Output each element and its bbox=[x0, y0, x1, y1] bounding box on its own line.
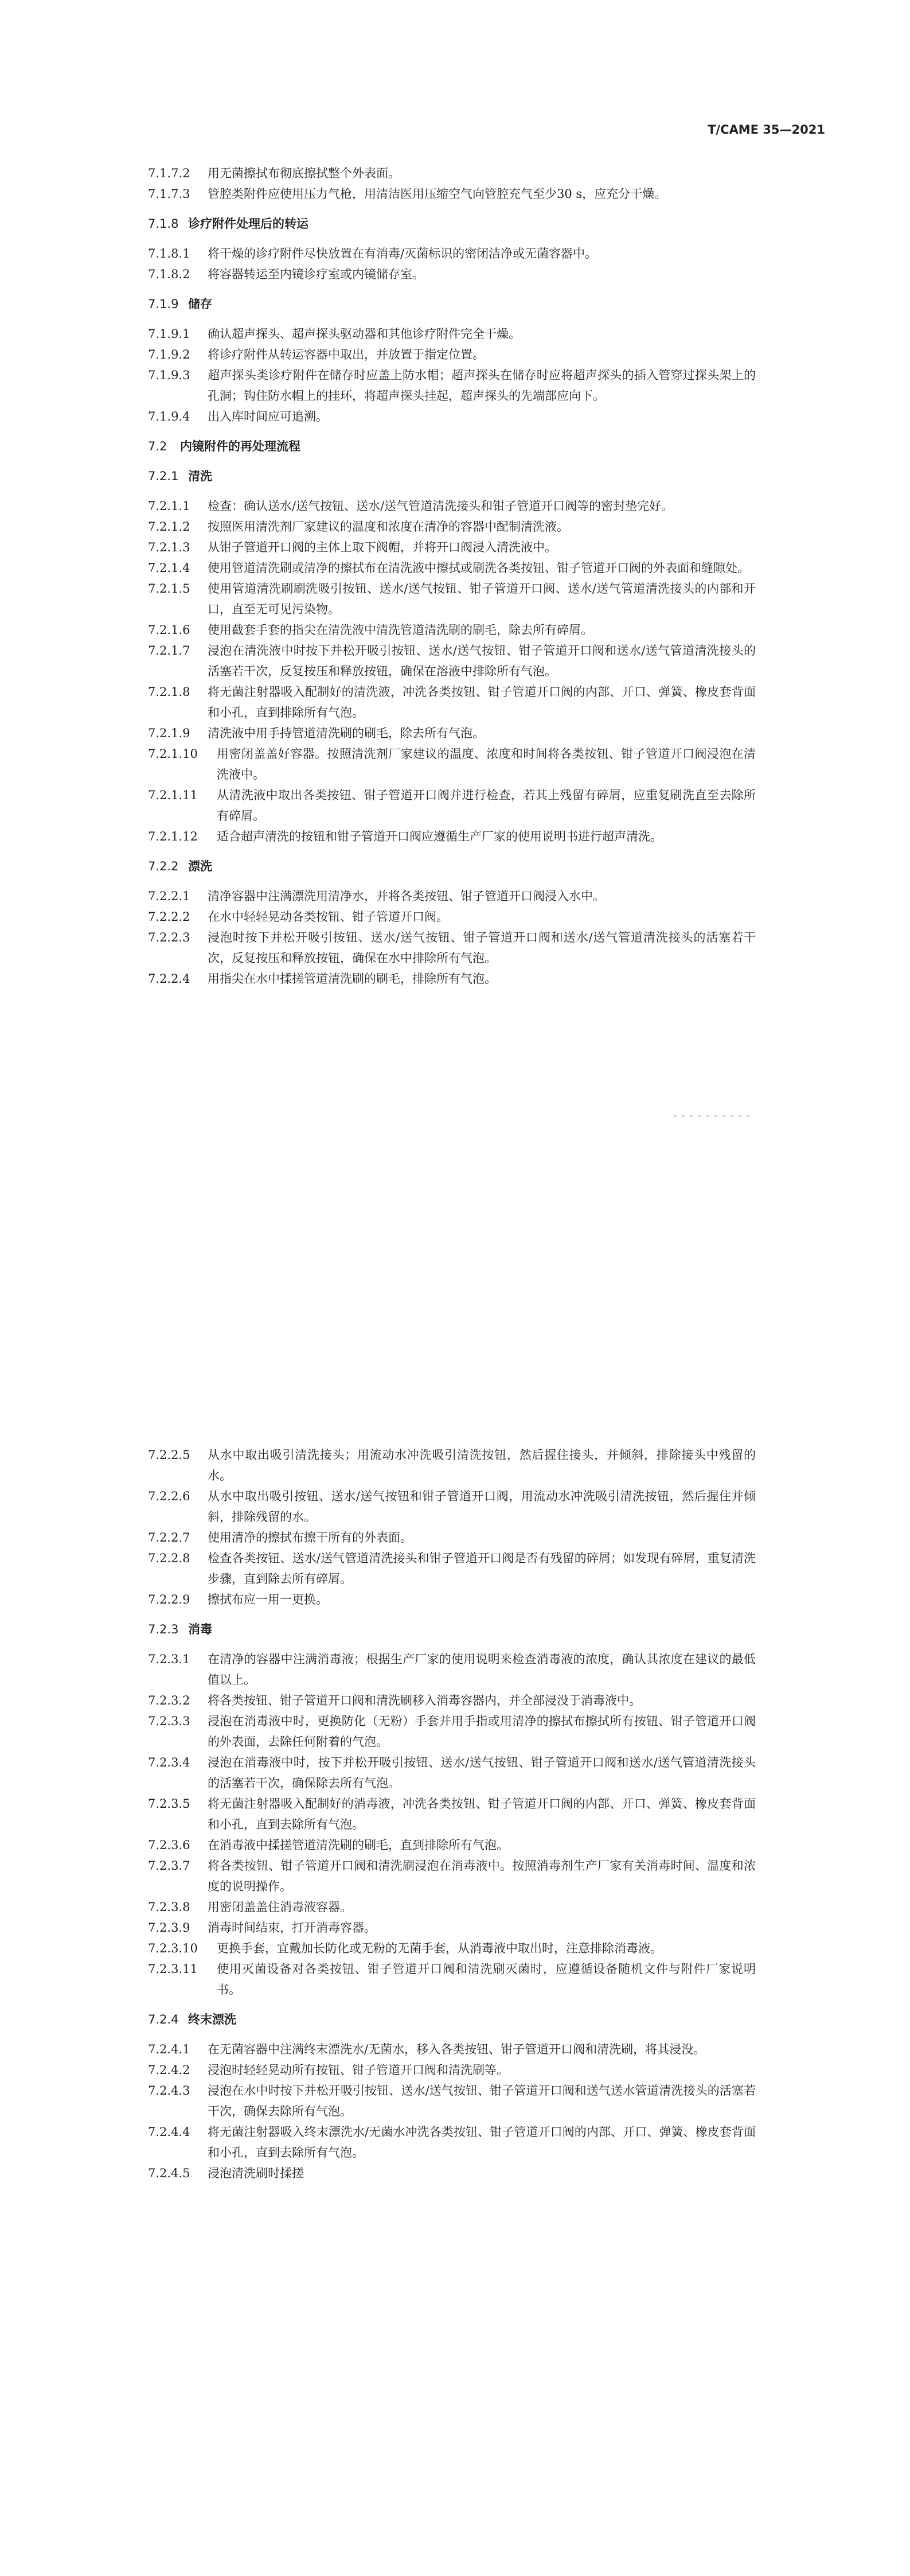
clause bbox=[148, 2039, 756, 2060]
clause-text: 将无菌注射器吸入配制好的清洗液，冲洗各类按钮、钳子管道开口阀的内部、开口、弹簧、橡皮套背面和小孔，直到排除所有气泡。 bbox=[208, 685, 756, 719]
clause-number: 7.2.1.7 bbox=[148, 644, 190, 657]
clause-text: 浸泡清洗刷时揉搓 bbox=[208, 2166, 304, 2180]
clause-text: 更换手套，宜戴加长防化或无粉的无菌手套，从消毒液中取出时，注意排除消毒液。 bbox=[217, 1941, 662, 1955]
clause bbox=[148, 927, 756, 968]
clause-text: 消毒时间结束，打开消毒容器。 bbox=[208, 1921, 376, 1935]
clause-number: 7.2.2.1 bbox=[148, 889, 190, 903]
clause bbox=[148, 324, 756, 344]
clause-text: 清洗液中用手持管道清洗刷的刷毛，除去所有气泡。 bbox=[208, 726, 485, 740]
clause bbox=[148, 1793, 756, 1835]
clause bbox=[148, 620, 756, 640]
clause bbox=[148, 968, 756, 989]
clause-number: 7.2.3.8 bbox=[148, 1900, 190, 1914]
heading-title: 终末漂洗 bbox=[188, 2013, 236, 2026]
clause-text: 使用管道清洗刷刷洗吸引按钮、送水/送气按钮、钳子管道开口阀、送水/送气管道清洗接头的内部和开口，直至无可见污染物。 bbox=[208, 582, 756, 616]
clause bbox=[148, 1548, 756, 1589]
clause-number: 7.1.9.2 bbox=[148, 348, 190, 361]
clause bbox=[148, 1938, 756, 1959]
clause bbox=[148, 1589, 756, 1610]
clause-number: 7.2.2.7 bbox=[148, 1531, 190, 1544]
clause bbox=[148, 578, 756, 620]
section-heading bbox=[148, 213, 756, 234]
clause-text: 超声探头类诊疗附件在储存时应盖上防水帽；超声探头在储存时应将超声探头的插入管穿过探头架上的孔洞；钩住防水帽上的挂环，将超声探头挂起，超声探头的先端部应向下。 bbox=[208, 368, 756, 403]
clause-text: 从水中取出吸引清洗接头；用流动水冲洗吸引清洗按钮，然后握住接头，并倾斜，排除接头中残留的水。 bbox=[208, 1448, 756, 1482]
clause-number: 7.2.3.11 bbox=[148, 1962, 198, 1976]
clause-number: 7.2.2.3 bbox=[148, 931, 190, 944]
clause bbox=[148, 243, 756, 264]
clause bbox=[148, 1649, 756, 1690]
heading-title: 内镜附件的再处理流程 bbox=[180, 439, 300, 453]
clause-text: 将无菌注射器吸入终末漂洗水/无菌水冲洗各类按钮、钳子管道开口阀的内部、开口、弹簧、橡皮套背面和小孔，直到去除所有气泡。 bbox=[208, 2125, 756, 2159]
clause-text: 在水中轻轻晃动各类按钮、钳子管道开口阀。 bbox=[208, 910, 448, 924]
clause-number: 7.2.3.1 bbox=[148, 1652, 190, 1666]
clause-number: 7.1.9.1 bbox=[148, 327, 190, 341]
heading-number: 7.2 bbox=[148, 439, 167, 453]
section-heading bbox=[148, 2009, 756, 2030]
clause-text: 从水中取出吸引按钮、送水/送气按钮和钳子管道开口阀，用流动水冲洗吸引清洗按钮，然后握住并倾斜，排除残留的水。 bbox=[208, 1489, 756, 1524]
clause-number: 7.2.1.8 bbox=[148, 685, 190, 699]
clause bbox=[148, 1445, 756, 1486]
clause-text: 在消毒液中揉搓管道清洗刷的刷毛，直到排除所有气泡。 bbox=[208, 1838, 509, 1852]
clause-text: 检查：确认送水/送气按钮、送水/送气管道清洗接头和钳子管道开口阀等的密封垫完好。 bbox=[208, 499, 674, 513]
clause-number: 7.2.3.6 bbox=[148, 1838, 190, 1852]
clause bbox=[148, 1486, 756, 1527]
clause-number: 7.2.1.10 bbox=[148, 747, 198, 761]
clause-text: 从钳子管道开口阀的主体上取下阀帽，并将开口阀浸入清洗液中。 bbox=[208, 540, 557, 554]
clause bbox=[148, 640, 756, 682]
clause-text: 使用管道清洗刷或清净的擦拭布在清洗液中擦拭或刷洗各类按钮、钳子管道开口阀的外表面和缝隙处。 bbox=[208, 561, 749, 575]
clause-number: 7.2.3.9 bbox=[148, 1921, 190, 1935]
clause bbox=[148, 886, 756, 906]
clause-number: 7.2.4.1 bbox=[148, 2042, 190, 2056]
clause-number: 7.2.1.9 bbox=[148, 726, 190, 740]
clause bbox=[148, 365, 756, 406]
clause-number: 7.2.4.2 bbox=[148, 2063, 190, 2077]
clause-number: 7.2.1.11 bbox=[148, 788, 198, 802]
clause-text: 适合超声清洗的按钮和钳子管道开口阀应遵循生产厂家的使用说明书进行超声清洗。 bbox=[217, 830, 662, 843]
clause-text: 将无菌注射器吸入配制好的消毒液，冲洗各类按钮、钳子管道开口阀的内部、开口、弹簧、橡皮套背面和小孔，直到去除所有气泡。 bbox=[208, 1797, 756, 1831]
clause-number: 7.2.1.12 bbox=[148, 830, 198, 843]
clause-number: 7.2.3.5 bbox=[148, 1797, 190, 1811]
clause-text: 按照医用清洗剂厂家建议的温度和浓度在清净的容器中配制清洗液。 bbox=[208, 520, 569, 534]
scan-mark bbox=[674, 1115, 754, 1117]
clause bbox=[148, 1527, 756, 1548]
clause bbox=[148, 264, 756, 285]
heading-number: 7.1.8 bbox=[148, 217, 179, 231]
lower-section bbox=[148, 1445, 756, 2184]
clause bbox=[148, 785, 756, 826]
clause-text: 在无菌容器中注满终末漂洗水/无菌水，移入各类按钮、钳子管道开口阀和清洗刷，将其浸没。 bbox=[208, 2042, 706, 2056]
clause-number: 7.2.2.2 bbox=[148, 910, 190, 924]
clause-number: 7.2.4.4 bbox=[148, 2125, 190, 2139]
section-heading bbox=[148, 436, 756, 457]
clause-text: 用密闭盖盖好容器。按照清洗剂厂家建议的温度、浓度和时间将各类按钮、钳子管道开口阀浸泡在清洗液中。 bbox=[217, 747, 756, 781]
clause-number: 7.1.7.3 bbox=[148, 187, 190, 201]
clause bbox=[148, 744, 756, 785]
clause-number: 7.2.1.2 bbox=[148, 520, 190, 534]
clause bbox=[148, 1711, 756, 1752]
clause-text: 擦拭布应一用一更换。 bbox=[208, 1593, 328, 1606]
clause bbox=[148, 1917, 756, 1938]
clause bbox=[148, 1897, 756, 1917]
upper-section bbox=[148, 163, 756, 989]
heading-number: 7.2.1 bbox=[148, 469, 179, 483]
clause bbox=[148, 906, 756, 927]
clause-text: 用指尖在水中揉搓管道清洗刷的刷毛，排除所有气泡。 bbox=[208, 972, 497, 986]
clause-text: 出入库时间应可追溯。 bbox=[208, 410, 328, 423]
clause-text: 将各类按钮、钳子管道开口阀和清洗刷浸泡在消毒液中。按照消毒剂生产厂家有关消毒时间、温度和浓度的说明操作。 bbox=[208, 1859, 756, 1893]
clause-number: 7.2.1.4 bbox=[148, 561, 190, 575]
clause bbox=[148, 516, 756, 537]
clause-text: 管腔类附件应使用压力气枪，用清洁医用压缩空气向管腔充气至少30 s，应充分干燥。 bbox=[208, 187, 667, 201]
clause-number: 7.2.2.5 bbox=[148, 1448, 190, 1462]
clause-text: 用密闭盖盖住消毒液容器。 bbox=[208, 1900, 352, 1914]
clause-number: 7.2.4.5 bbox=[148, 2166, 190, 2180]
clause-number: 7.2.4.3 bbox=[148, 2084, 190, 2098]
clause-number: 7.2.3.4 bbox=[148, 1756, 190, 1769]
clause-text: 浸泡时按下并松开吸引按钮、送水/送气按钮、钳子管道开口阀和送水/送气管道清洗接头的活塞若干次，反复按压和释放按钮，确保在水中排除所有气泡。 bbox=[208, 931, 756, 965]
clause-number: 7.2.1.1 bbox=[148, 499, 190, 513]
clause bbox=[148, 184, 756, 204]
section-heading bbox=[148, 1619, 756, 1640]
clause-number: 7.2.2.9 bbox=[148, 1593, 190, 1606]
clause-text: 浸泡在消毒液中时，按下并松开吸引按钮、送水/送气按钮、钳子管道开口阀和送水/送气管道清洗接头的活塞若干次，确保除去所有气泡。 bbox=[208, 1756, 756, 1790]
heading-title: 诊疗附件处理后的转运 bbox=[188, 217, 308, 231]
clause-text: 在清净的容器中注满消毒液；根据生产厂家的使用说明来检查消毒液的浓度，确认其浓度在建议的最低值以上。 bbox=[208, 1652, 756, 1687]
clause-number: 7.2.2.8 bbox=[148, 1551, 190, 1565]
clause bbox=[148, 2122, 756, 2163]
section-heading bbox=[148, 856, 756, 877]
heading-title: 储存 bbox=[188, 297, 212, 311]
standard-code: T/CAME 35—2021 bbox=[708, 123, 825, 137]
clause bbox=[148, 163, 756, 184]
clause-text: 用无菌擦拭布彻底擦拭整个外表面。 bbox=[208, 166, 400, 180]
clause bbox=[148, 723, 756, 744]
clause-text: 浸泡在水中时按下并松开吸引按钮、送水/送气按钮、钳子管道开口阀和送气送水管道清洗接头的活塞若干次，确保去除所有气泡。 bbox=[208, 2084, 756, 2118]
clause-number: 7.1.7.2 bbox=[148, 166, 190, 180]
clause-number: 7.2.2.4 bbox=[148, 972, 190, 986]
clause-text: 浸泡时轻轻晃动所有按钮、钳子管道开口阀和清洗刷等。 bbox=[208, 2063, 509, 2077]
clause bbox=[148, 826, 756, 847]
clause-number: 7.2.1.5 bbox=[148, 582, 190, 596]
section-heading bbox=[148, 294, 756, 314]
heading-number: 7.2.4 bbox=[148, 2013, 179, 2026]
clause-number: 7.1.9.3 bbox=[148, 368, 190, 382]
heading-title: 清洗 bbox=[188, 469, 212, 483]
clause bbox=[148, 682, 756, 723]
clause-text: 清净容器中注满漂洗用清净水，并将各类按钮、钳子管道开口阀浸入水中。 bbox=[208, 889, 605, 903]
clause bbox=[148, 406, 756, 427]
clause bbox=[148, 1855, 756, 1897]
clause-text: 将干燥的诊疗附件尽快放置在有消毒/灭菌标识的密闭洁净或无菌容器中。 bbox=[208, 247, 597, 260]
clause bbox=[148, 1959, 756, 2000]
clause-text: 确认超声探头、超声探头驱动器和其他诊疗附件完全干燥。 bbox=[208, 327, 521, 341]
heading-title: 漂洗 bbox=[188, 859, 212, 873]
clause bbox=[148, 537, 756, 558]
clause-number: 7.2.3.10 bbox=[148, 1941, 198, 1955]
clause bbox=[148, 2080, 756, 2122]
clause-number: 7.2.3.3 bbox=[148, 1714, 190, 1728]
clause-number: 7.1.9.4 bbox=[148, 410, 190, 423]
clause-text: 从清洗液中取出各类按钮、钳子管道开口阀并进行检查，若其上残留有碎屑，应重复刷洗直至去除所有碎屑。 bbox=[217, 788, 756, 823]
clause bbox=[148, 2060, 756, 2080]
heading-number: 7.2.2 bbox=[148, 859, 179, 873]
clause-number: 7.2.1.3 bbox=[148, 540, 190, 554]
clause-number: 7.1.8.1 bbox=[148, 247, 190, 260]
clause bbox=[148, 344, 756, 365]
section-heading bbox=[148, 466, 756, 487]
clause-text: 将各类按钮、钳子管道开口阀和清洗刷移入消毒容器内，并全部浸没于消毒液中。 bbox=[208, 1694, 641, 1707]
clause-text: 使用灭菌设备对各类按钮、钳子管道开口阀和清洗刷灭菌时，应遵循设备随机文件与附件厂家说明书。 bbox=[217, 1962, 756, 1997]
clause bbox=[148, 1752, 756, 1793]
clause bbox=[148, 496, 756, 516]
clause-text: 浸泡在清洗液中时按下并松开吸引按钮、送水/送气按钮、钳子管道开口阀和送水/送气管道清洗接头的活塞若干次，反复按压和释放按钮，确保在溶液中排除所有气泡。 bbox=[208, 644, 756, 678]
clause bbox=[148, 2163, 756, 2184]
clause-number: 7.2.3.7 bbox=[148, 1859, 190, 1873]
clause bbox=[148, 1690, 756, 1711]
heading-title: 消毒 bbox=[188, 1622, 212, 1636]
clause-number: 7.1.8.2 bbox=[148, 267, 190, 281]
clause-text: 检查各类按钮、送水/送气管道清洗接头和钳子管道开口阀是否有残留的碎屑；如发现有碎屑，重复清洗步骤，直到除去所有碎屑。 bbox=[208, 1551, 756, 1586]
clause-text: 使用清净的擦拭布擦干所有的外表面。 bbox=[208, 1531, 412, 1544]
clause-number: 7.2.2.6 bbox=[148, 1489, 190, 1503]
heading-number: 7.1.9 bbox=[148, 297, 179, 311]
clause bbox=[148, 558, 756, 578]
clause bbox=[148, 1835, 756, 1855]
clause-text: 将容器转运至内镜诊疗室或内镜储存室。 bbox=[208, 267, 424, 281]
clause-text: 将诊疗附件从转运容器中取出，并放置于指定位置。 bbox=[208, 348, 485, 361]
clause-number: 7.2.1.6 bbox=[148, 623, 190, 637]
clause-text: 浸泡在消毒液中时，更换防化（无粉）手套并用手指或用清净的擦拭布擦拭所有按钮、钳子管道开口阀的外表面，去除任何附着的气泡。 bbox=[208, 1714, 756, 1749]
heading-number: 7.2.3 bbox=[148, 1622, 179, 1636]
clause-number: 7.2.3.2 bbox=[148, 1694, 190, 1707]
clause-text: 使用截套手套的指尖在清洗液中清洗管道清洗刷的刷毛，除去所有碎屑。 bbox=[208, 623, 593, 637]
